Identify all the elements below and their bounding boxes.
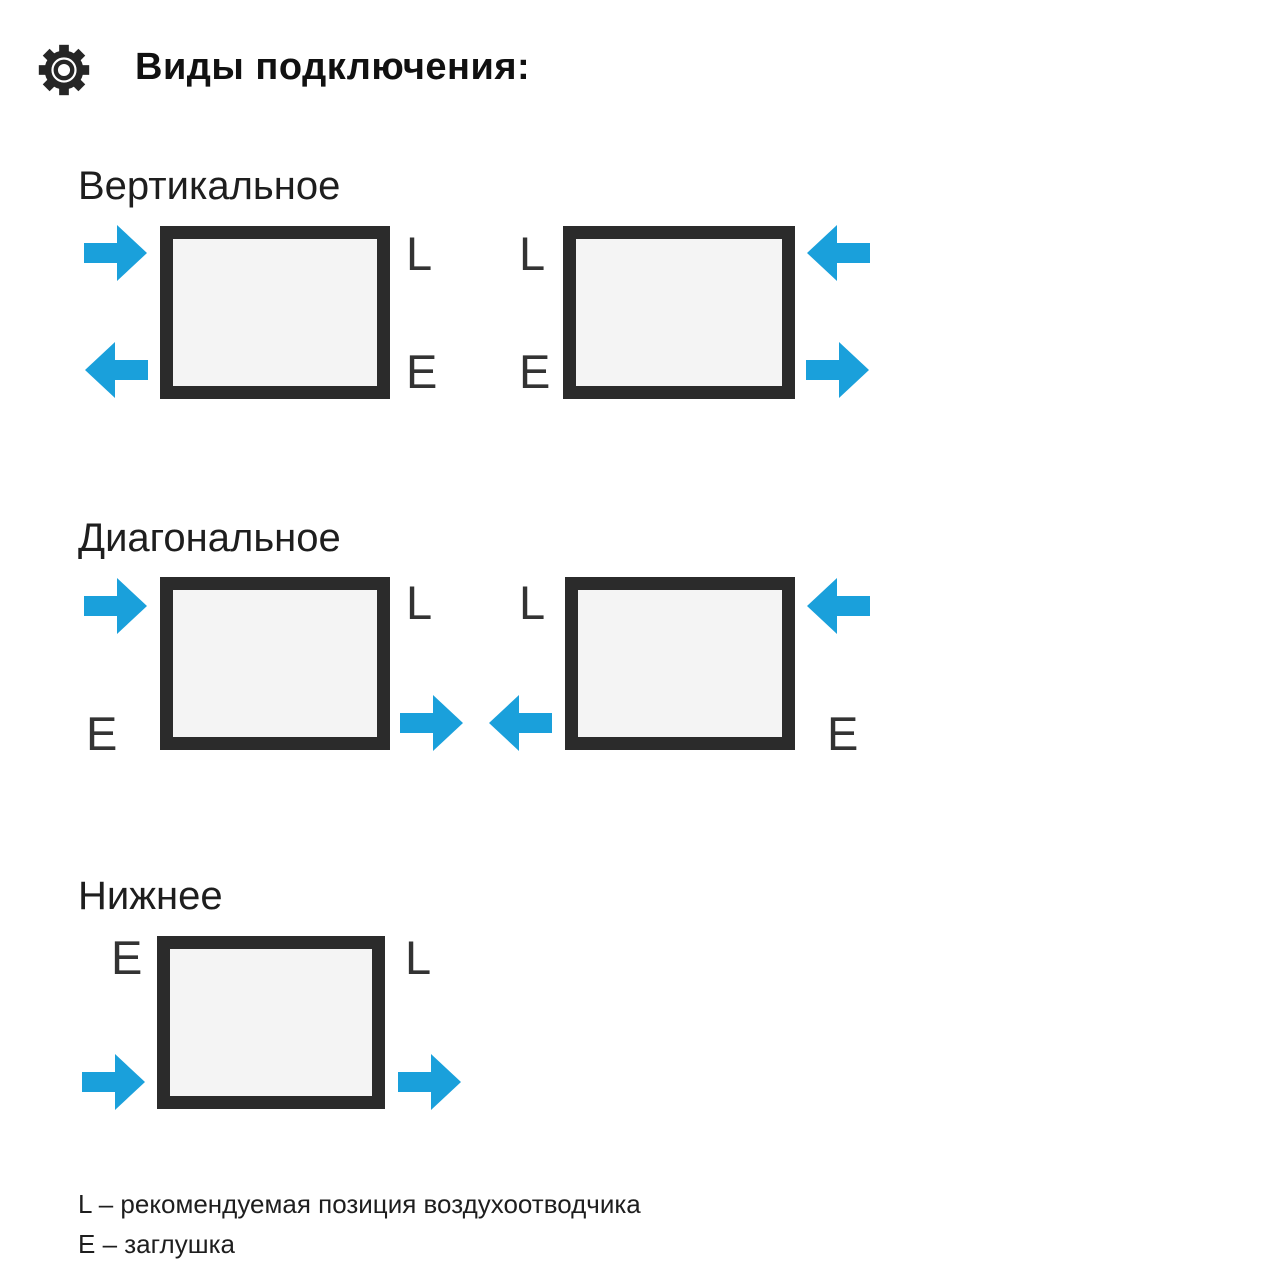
label-plug: E [827, 707, 859, 760]
section-title-diagonal: Диагональное [78, 516, 341, 560]
legend-line-plug: E – заглушка [78, 1229, 235, 1259]
label-plug: E [86, 707, 118, 760]
label-air-vent: L [406, 576, 433, 629]
page-title: Виды подключения: [135, 46, 531, 88]
label-air-vent: L [405, 931, 432, 984]
radiator-rect [563, 226, 795, 399]
inlet-arrow-left-icon [806, 224, 870, 282]
label-plug: E [519, 345, 551, 398]
inlet-arrow-right-icon [82, 1053, 146, 1111]
inlet-arrow-right-icon [84, 577, 148, 635]
radiator-rect [565, 577, 795, 750]
radiator-rect [160, 577, 390, 750]
gear-icon [33, 39, 95, 101]
label-air-vent: L [519, 227, 546, 280]
label-plug: E [406, 345, 438, 398]
outlet-arrow-left-icon [488, 694, 552, 752]
inlet-arrow-left-icon [806, 577, 870, 635]
inlet-arrow-right-icon [84, 224, 148, 282]
radiator-rect [160, 226, 390, 399]
outlet-arrow-left-icon [84, 341, 148, 399]
section-title-bottom: Нижнее [78, 874, 223, 918]
section-title-vertical: Вертикальное [78, 164, 341, 208]
label-plug: E [111, 931, 143, 984]
outlet-arrow-right-icon [806, 341, 870, 399]
legend-line-air-vent: L – рекомендуемая позиция воздухоотводчика [78, 1189, 641, 1219]
legend [78, 1184, 641, 1264]
label-air-vent: L [519, 576, 546, 629]
label-air-vent: L [406, 227, 433, 280]
radiator-rect [157, 936, 385, 1109]
outlet-arrow-right-icon [400, 694, 464, 752]
outlet-arrow-right-icon [398, 1053, 462, 1111]
